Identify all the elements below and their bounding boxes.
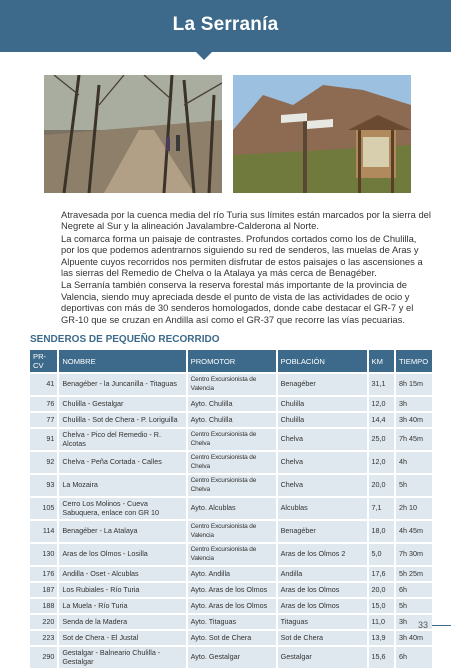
cell-name: La Muela - Río Turia: [59, 599, 187, 613]
cell-poblacion: Sot de Chera: [278, 631, 369, 645]
section-title: SENDEROS DE PEQUEÑO RECORRIDO: [30, 334, 220, 345]
col-prcv: PR-CV: [30, 350, 59, 372]
cell-name: Cerro Los Molinos - Cueva Sabuquera, enlace con GR 10: [59, 498, 187, 519]
cell-prcv: 176: [30, 567, 59, 581]
cell-promotor: Ayto. Chulilla: [188, 413, 278, 427]
cell-tiempo: 8h 15m: [396, 374, 434, 395]
cell-name: La Mozaira: [59, 475, 187, 496]
page-number: 33: [418, 620, 429, 630]
table-row: [30, 397, 434, 411]
cell-promotor: Centro Excursionista de Chelva: [188, 475, 278, 496]
table-row: [30, 429, 434, 450]
cell-tiempo: 7h 45m: [396, 429, 434, 450]
cell-prcv: 77: [30, 413, 59, 427]
col-promotor: PROMOTOR: [188, 350, 278, 372]
cell-prcv: 76: [30, 397, 59, 411]
cell-poblacion: Titaguas: [278, 615, 369, 629]
cell-poblacion: Aras de los Olmos 2: [278, 544, 369, 565]
cell-km: 18,0: [369, 521, 397, 542]
cell-km: 31,1: [369, 374, 397, 395]
cell-poblacion: Benagéber: [278, 521, 369, 542]
cell-prcv: 187: [30, 583, 59, 597]
trail-signpost-photo: [233, 75, 411, 193]
cell-km: 15,0: [369, 599, 397, 613]
table-header-row: [30, 350, 434, 372]
cell-tiempo: 5h 25m: [396, 567, 434, 581]
table-row: [30, 374, 434, 395]
cell-prcv: 290: [30, 647, 59, 668]
table-row: [30, 498, 434, 519]
cell-promotor: Centro Excursionista de Valencia: [188, 374, 278, 395]
cell-poblacion: Alcublas: [278, 498, 369, 519]
cell-name: Sot de Chera - El Justal: [59, 631, 187, 645]
cell-tiempo: 3h 40m: [396, 413, 434, 427]
col-tiempo: TIEMPO: [396, 350, 434, 372]
intro-paragraph: Atravesada por la cuenca media del río Turia sus límites están marcados por la sierra del Negrete al Sur y la alineación Javalambre-Calderona al Norte.: [61, 209, 431, 232]
cell-km: 13,9: [369, 631, 397, 645]
cell-poblacion: Chulilla: [278, 397, 369, 411]
page-number-rule: [432, 625, 451, 626]
cell-promotor: Ayto. Chulilla: [188, 397, 278, 411]
cell-poblacion: Gestalgar: [278, 647, 369, 668]
cell-km: 12,0: [369, 452, 397, 473]
cell-promotor: Ayto. Sot de Chera: [188, 631, 278, 645]
cell-prcv: 223: [30, 631, 59, 645]
table-row: [30, 567, 434, 581]
cell-prcv: 105: [30, 498, 59, 519]
col-km: KM: [369, 350, 397, 372]
cell-prcv: 93: [30, 475, 59, 496]
table-row: [30, 631, 434, 645]
table-row: [30, 647, 434, 668]
cell-name: Chulilla - Gestalgar: [59, 397, 187, 411]
cell-promotor: Ayto. Titaguas: [188, 615, 278, 629]
cell-name: Los Rubiales - Río Turia: [59, 583, 187, 597]
table-row: [30, 583, 434, 597]
cell-poblacion: Aras de los Olmos: [278, 599, 369, 613]
cell-tiempo: 4h 45m: [396, 521, 434, 542]
cell-prcv: 92: [30, 452, 59, 473]
cell-poblacion: Andilla: [278, 567, 369, 581]
cell-km: 14,4: [369, 413, 397, 427]
cell-name: Chulilla - Sot de Chera - P. Loriguilla: [59, 413, 187, 427]
cell-promotor: Ayto. Aras de los Olmos: [188, 583, 278, 597]
table-row: [30, 413, 434, 427]
intro-paragraph: La Serranía también conserva la reserva forestal más importante de la provincia de Valencia, siendo muy apreciada desde el punto de vista de las actividades de ocio y deportivas con más de 30 senderos homologados, donde cabe destacar el GR-7 y el GR-10 que se cruzan en Andilla así como el GR-37 que recorre las vías pecuarias.: [61, 279, 414, 325]
cell-promotor: Ayto. Alcublas: [188, 498, 278, 519]
cell-promotor: Ayto. Andilla: [188, 567, 278, 581]
cell-tiempo: 3h: [396, 397, 434, 411]
cell-km: 20,0: [369, 475, 397, 496]
cell-tiempo: 5h: [396, 475, 434, 496]
cell-name: Senda de la Madera: [59, 615, 187, 629]
intro-text: [61, 209, 431, 326]
table-row: [30, 452, 434, 473]
cell-promotor: Centro Excursionista de Chelva: [188, 429, 278, 450]
page-title: La Serranía: [172, 14, 279, 35]
cell-prcv: 220: [30, 615, 59, 629]
cell-tiempo: 5h: [396, 599, 434, 613]
table-row: [30, 475, 434, 496]
cell-tiempo: 2h 10: [396, 498, 434, 519]
cell-poblacion: Chelva: [278, 429, 369, 450]
cell-promotor: Ayto. Aras de los Olmos: [188, 599, 278, 613]
cell-poblacion: Aras de los Olmos: [278, 583, 369, 597]
intro-paragraph: La comarca forma un paisaje de contrastes. Profundos cortados como los de Chulilla, por los que podemos adentrarnos siguiendo su red de senderos, las muelas de Aras y Alpuente cuyos recorridos nos permiten disfrutar de estos paisajes o las ascensiones a las sierras del Remedio de Chelva o la Atalaya ya más cerca de Benagéber.: [61, 232, 423, 279]
cell-name: Chelva - Peña Cortada - Calles: [59, 452, 187, 473]
cell-promotor: Centro Excursionista de Valencia: [188, 521, 278, 542]
cell-poblacion: Chelva: [278, 452, 369, 473]
cell-km: 17,6: [369, 567, 397, 581]
cell-tiempo: 3h: [396, 615, 434, 629]
trails-table: [30, 348, 434, 670]
cell-prcv: 41: [30, 374, 59, 395]
cell-km: 11,0: [369, 615, 397, 629]
cell-prcv: 114: [30, 521, 59, 542]
cell-km: 20,0: [369, 583, 397, 597]
cell-name: Chelva - Pico del Remedio - R. Alcotas: [59, 429, 187, 450]
cell-name: Benagéber - la Juncanilla - Titaguas: [59, 374, 187, 395]
cell-km: 12,0: [369, 397, 397, 411]
cell-promotor: Centro Excursionista de Valencia: [188, 544, 278, 565]
cell-poblacion: Benagéber: [278, 374, 369, 395]
cell-promotor: Ayto. Gestalgar: [188, 647, 278, 668]
cell-tiempo: 3h 40m: [396, 631, 434, 645]
cell-tiempo: 6h: [396, 583, 434, 597]
col-name: NOMBRE: [59, 350, 187, 372]
cell-name: Aras de los Olmos - Losilla: [59, 544, 187, 565]
col-poblacion: POBLACIÓN: [278, 350, 369, 372]
table-row: [30, 521, 434, 542]
cell-poblacion: Chelva: [278, 475, 369, 496]
cell-prcv: 130: [30, 544, 59, 565]
cell-prcv: 91: [30, 429, 59, 450]
cell-tiempo: 4h: [396, 452, 434, 473]
cell-name: Gestalgar - Balneario Chulilla - Gestalgar: [59, 647, 187, 668]
forest-path-photo: [44, 75, 222, 193]
table-row: [30, 544, 434, 565]
cell-tiempo: 6h: [396, 647, 434, 668]
cell-poblacion: Chulilla: [278, 413, 369, 427]
cell-km: 7,1: [369, 498, 397, 519]
cell-tiempo: 7h 30m: [396, 544, 434, 565]
cell-km: 15,6: [369, 647, 397, 668]
cell-name: Andilla - Oset - Alcublas: [59, 567, 187, 581]
table-row: [30, 599, 434, 613]
cell-promotor: Centro Excursionista de Chelva: [188, 452, 278, 473]
cell-name: Benagéber - La Atalaya: [59, 521, 187, 542]
cell-prcv: 188: [30, 599, 59, 613]
cell-km: 5,0: [369, 544, 397, 565]
cell-km: 25,0: [369, 429, 397, 450]
table-row: [30, 615, 434, 629]
